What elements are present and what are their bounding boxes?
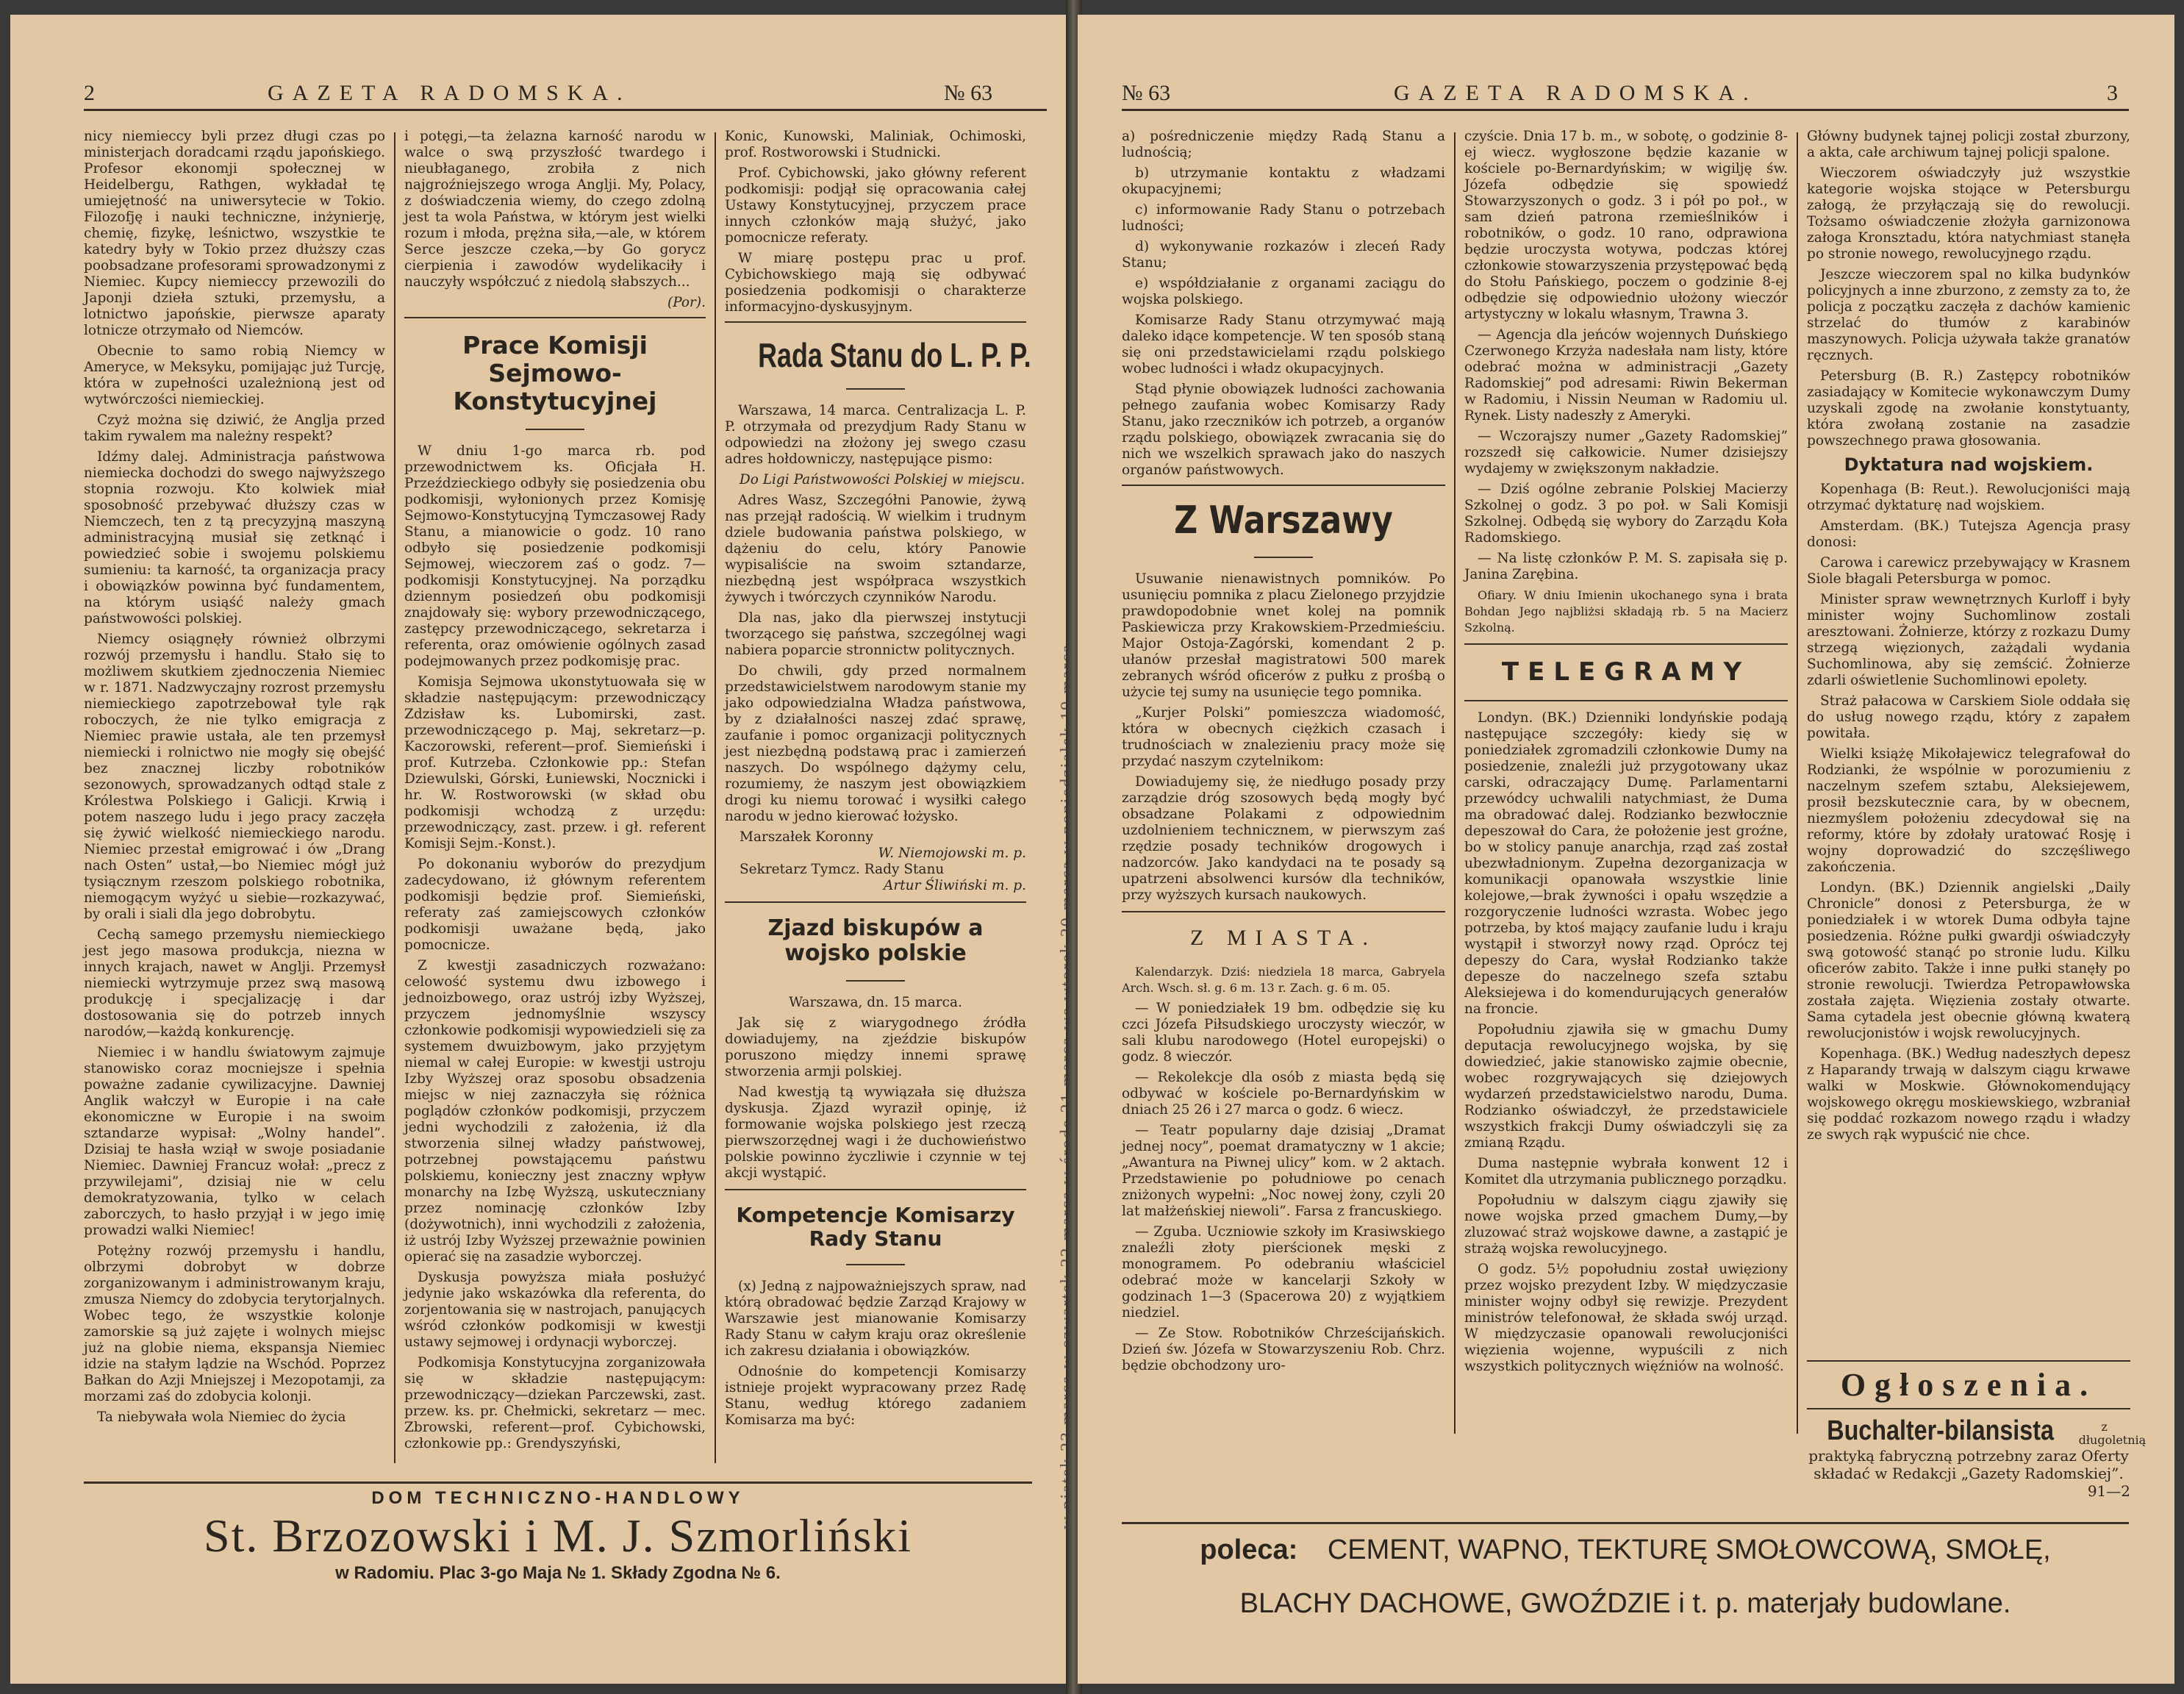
list-item: c) informowanie Rady Stanu o potrzebach ludności; (1122, 202, 1445, 234)
paragraph: — Dziś ogólne zebranie Polskiej Macierzy Szkolnej o godz. 3 po poł. w Sali Komisji Szkolnej. Odbędą się wybory do Zarządu Koła Radomskiego. (1464, 482, 1788, 546)
section-title-telegramy: TELEGRAMY (1501, 657, 1751, 687)
paragraph: i potęgi,—ta żelazna karność narodu w walce o swą przyszłość twardego i nieubłaganego, zrobiła z nich najgroźniejszego wroga Anglji. My, Polacy, z doświadczenia wiemy, do czego zdolną jest ta wola Państwa, w którym jest wielki rozum i młoda, prężna siła,—ale, w którem Serce jeszcze czeka,—by Go gorycz cierpienia i zawodów wydelikaciły i nauczyły współczuć z niedolą słabszych... (404, 129, 706, 290)
divider (725, 901, 1026, 903)
article-title-rada: Rada Stanu do L. P. P. (758, 336, 1031, 374)
issue-number: № 63 (1122, 81, 1171, 105)
masthead: GAZETA RADOMSKA. (268, 81, 631, 105)
paragraph: Dla nas, jako dla pierwszej instytucji tworzącego się państwa, szczególnej wagi nabiera poparcie stronnictw politycznych. (725, 610, 1026, 658)
page-number: 3 (2107, 81, 2118, 105)
paragraph: W dniu 1-go marca rb. pod przewodnictwem ks. Oficjała H. Przeździeckiego odbyły się posiedzenia obu podkomisji, wyłonionych przez Komisję Sejmowo-Konstytucyjną Tymczasowej Rady Stanu, a mianowicie o godz. 10 rano odbyło się posiedzenie podkomisji Sejmowej, wieczorem zaś o godz. 7—podkomisji Konstytucyjnej. Na porządku dziennym posiedzeń obu podkomisji znajdowały się: wybory przewodniczącego, zastępcy przewodniczącego, sekretarza i referenta, oraz omówienie ogólnych zasad podejmowanych przez podkomisję prac. (404, 443, 706, 669)
paragraph: Komisarze Rady Stanu otrzymywać mają daleko idące kompetencje. W ten sposób staną się oni przedstawicielami rządu polskiego wobec ludności i władz okupacyjnych. (1122, 312, 1445, 376)
column-2 (1464, 129, 1788, 1437)
list-item: a) pośredniczenie między Radą Stanu a ludnością; (1122, 129, 1445, 160)
section-title-miasta: Z MIASTA. (1190, 925, 1377, 950)
article-title-zjazd: Zjazd biskupów a wojsko polskie (767, 915, 984, 967)
paragraph: Komisja Sejmowa ukonstytuowała się w składzie następującym: przewodniczący Zdzisław ks. Lubomirski, zast. przewodniczącego p. Maj, sekretarz—p. Kaczorowski, referent—prof. Siemieński i prof. Kutrzeba. Członkowie pp.: Stefan Dziewulski, Górski, Łuniewski, Nocznicki i hr. W. Rostworowski (w skład obu podkomisji wchodzą z urzędu: przewodniczący, zast. przew. i gł. referent Komisji Sejm.-Konst.). (404, 673, 706, 851)
divider (404, 317, 706, 318)
paragraph: Adres Wasz, Szczegółni Panowie, żywą nas przejął radością. W wielkim i trudnym dziele budowania państwa polskiego, w dążeniu do celu, który Panowie wypisaliście na swoim sztandarze, niezbędną jest współpraca wszystkich żywych i twórczych czynników Narodu. (725, 492, 1026, 605)
paragraph: Stąd płynie obowiązek ludności zachowania pełnego zaufania wobec Komisarzy Rady Stanu, jako rzeczników ich potrzeb, a organów rządu polskiego, obowiązek zwracania się do nich we wszelkich sprawach jako do naszych organów państwowych. (1122, 382, 1445, 478)
paragraph: Niemiec i w handlu światowym zajmuje stanowisko coraz mocniejsze i spełnia poważne zadanie cywilizacyjne. Dawniej Anglik wałczył w Europie i na całe ekonomiczne w Europie i na swoim sztandarze wypisał: „Wolny handel”. Dzisiaj te hasła wziął w swoje posiadanie Niemiec. Dawniej Francuz wołał: „precz z przywilejami”, dzisiaj nie w celu demokratyzowania, tylko w celach zaborczych, to hasło przyjął i w jego imię prowadzi walki Niemiec! (84, 1045, 385, 1238)
signature: (Por). (667, 295, 706, 310)
ad-address: w Radomiu. Plac 3-go Maja № 1. Składy Zgodna № 6. (335, 1563, 781, 1583)
divider (1464, 643, 1788, 645)
paragraph: Idźmy dalej. Administracja państwowa niemiecka dochodzi do swego najwyższego stopnia rozwoju. Kto kolwiek miał sposobność przebywać dłuższy czas w Niemczech, ten z tą precyzyjną maszyną administracyjną musiał się zetknąć i powiedzieć sobie i swojemu polskiemu sumieniu: ta karność, ta organizacja pracy i obowiązków powinna być fundamentem, na którym usiąść należy gmach państwowości polskiej. (84, 449, 385, 626)
paragraph: Duma następnie wybrała konwent 12 i Komitet dla utrzymania publicznego porządku. (1464, 1156, 1788, 1188)
signature-name: W. Niemojowski m. p. (878, 845, 1026, 861)
paragraph: Londyn. (BK.) Dzienniki londyńskie podają następujące szczegóły: kiedy się w poniedziałek zgromadzili członkowie Dumy na posiedzenie, znaleźli już przygotowany ukaz carski, odraczający Dumę. Parlamentarni przewódcy uchwalili natychmiast, że Duma ma obradować dalej. Rodzianko bezwłocznie depeszował do Cara, że położenie jest groźne, bo w stolicy panuje anarchja, rząd zaś został ubezwładnionym. Zupełna dezorganizacja w komunikacji opanowała wszystkie linie kolejowe,—brak żywności i opału wszędzie a rozgoryczenie ludności wzrasta. Wobec jego potrzeba, by ktoś mający zaufanie ludu i kraju wystąpił i stworzył nowy rząd. Oprócz tej depeszy do Cara, wysłał Rodzianko także depesze do naczelnego szefa sztabu Aleksiejewa i do komendurujących generałów na froncie. (1464, 710, 1788, 1018)
paragraph: — Teatr popularny daje dzisiaj „Dramat jednej nocy”, poemat dramatyczny w 1 akcie; „Awantura na Piwnej ulicy” kom. w 2 aktach. Przedstawienie po południowe po cenach zniżonych wypełni: „Noc nowej żony, czyli 20 lat małżeńskiej niewoli”. Farsa z francuskiego. (1122, 1123, 1445, 1220)
divider (526, 429, 584, 430)
paragraph: Potężny rozwój przemysłu i handlu, olbrzymi dobrobyt w dobrze zorganizowanym i administrowanym kraju, zmusza Niemcy do zdobycia terytorjalnych. Wobec tego, że wszystkie kolonje zamorskie są już zajęte i wolnych miejsc już na globie niema, ekspansja Niemiec idzie na stałym lądzie na Wschód. Poprzez Bałkan do Azji Mniejszej i Mezopotamji, za morzami zaś do zdobycia kolonji. (84, 1243, 385, 1404)
issue-number: № 63 (944, 81, 993, 105)
paragraph: Prof. Cybichowski, jako główny referent podkomisji: podjął się opracowania całej Ustawy Konstytucyjnej, przyczem prace innych członków mają służyć, jako pomocnicze referaty. (725, 165, 1026, 246)
ad-company-name: St. Brzozowski i M. J. Szmorliński (203, 1509, 913, 1562)
column-3 (1807, 129, 2130, 1353)
paragraph: Jak się z wiarygodnego źródła dowiadujemy, na zjeździe biskupów poruszono między innemi sprawę stworzenia armji polskiej. (725, 1015, 1026, 1079)
section-title-ogloszenia: Ogłoszenia. (1840, 1367, 2097, 1403)
left-page (10, 15, 1069, 1684)
paragraph: Straż pałacowa w Carskiem Siole oddała się do usług nowego rządu, który z zapałem powitała. (1807, 693, 2130, 741)
paragraph: Kopenhaga (B: Reut.). Rewolucjoniści mają otrzymać dyktaturę nad wojskiem. (1807, 481, 2130, 513)
paragraph: Konic, Kunowski, Maliniak, Ochimoski, prof. Rostworowski i Studnicki. (725, 129, 1026, 160)
column-rule (394, 132, 395, 1463)
divider (1122, 911, 1445, 912)
classified-number: 91—2 (2087, 1482, 2130, 1500)
dateline: Warszawa, dn. 15 marca. (789, 994, 962, 1010)
paragraph: Podkomisja Konstytucyjna zorganizowała się w składzie następującym: przewodniczący—dziekan Parczewski, zast. przew. ks. pr. Chełmicki, sekretarz — mec. Zbrowski, referent—prof. Cybichowski, członkowie pp.: Grendyszyński, (404, 1354, 706, 1451)
divider (1464, 700, 1788, 701)
advertisement-materials (1122, 1522, 2129, 1620)
column-rule (1454, 132, 1456, 1434)
list-item: e) współdziałanie z organami zaciągu do wojska polskiego. (1122, 276, 1445, 307)
paragraph: Do chwili, gdy przed normalnem przedstawicielstwem narodowym stanie my jako odpowiedzialna Władza państwowa, by z działalności naszej zdać sprawę, zaufanie i pomoc organizacji politycznych jest niezbędną podstawą prac i zamierzeń naszych. Do wspólnego dążymy celu, rozumiemy, że naszym jest obowiązkiem drogi ku niemu torować i wysiłki całego narodu w jedno kierować łożysko. (725, 662, 1026, 824)
paragraph: Ta niebywała wola Niemiec do życia (97, 1409, 346, 1425)
classified-subheading: z długoletnią (2078, 1420, 2147, 1447)
paragraph: Jeszcze wieczorem spal no kilka budynków policyjnych a inne zburzono, z zemsty za to, że policja z początku zaczęła z dachów kamienic strzelać do tłumów z karabinów maszynowych. Policja używała także granatów ręcznych. (1807, 267, 2130, 363)
paragraph: Londyn. (BK.) Dziennik angielski „Daily Chronicle” donosi z Petersburga, że w poniedziałek i w wtorek Duma odbyła tajne posiedzenia. Różne pułki gwardji oświadczyły swą gotowość stanąć po stronie ludu. Kilku oficerów zabito. Także i inne pułki stanęły po stronie rewolucji. Twierdza Petropawłowska została zajęta. Więzienia zostały otwarte. Sama cytadela jest obecnie główną kwaterą rewolucjonistów i wojsk rewolucyjnych. (1807, 879, 2130, 1041)
column-1 (1122, 129, 1445, 1437)
paragraph: (x) Jedną z najpoważniejszych spraw, nad którą obradować będzie Zarząd Krajowy w Warszawie jest mianowanie Komisarzy Rady Stanu w całym kraju oraz określenie ich zakresu działania i obowiązków. (725, 1279, 1026, 1359)
paragraph: Cechą samego przemysłu niemieckiego jest jego masowa produkcja, niezna w innych krajach, nawet w Anglji. Przemysł niemiecki wytrzymuje przez swą masową produkcję i specjalizację i dar dostosowania się do potrzeb innych narodów,—każdą konkurencję. (84, 927, 385, 1040)
classified-heading: Buchalter-bilansista (1827, 1415, 2055, 1446)
page-header-left (84, 72, 1047, 111)
paragraph: Warszawa, 14 marca. Centralizacja L. P. P. otrzymała od prezydjum Rady Stanu w odpowiedzi na złożony jej swego czasu adres hołdowniczy, następujące pismo: (725, 402, 1026, 467)
paragraph: Petersburg (B. R.) Zastępcy robotników zasiadający w Komitecie wykonawczym Dumy uzyskali zgodę na zwołanie konstytuanty, która zwołaną zostanie na zasadzie powszechnego prawa głosowania. (1807, 368, 2130, 448)
paragraph: Wielki książę Mikołajewicz telegrafował do Rodzianki, że wspólnie w porozumieniu z naczelnym szefem sztabu, Aleksiejewem, prosił bezskutecznie cara, by w obecnem, niezmyślem położeniu zdecydował się na reformy, które by zdołały uratować Rosję i wojny doprowadzić do szczęśliwego zakończenia. (1807, 746, 2130, 875)
paragraph: — Ze Stow. Robotników Chrześcijańskich. Dzień św. Józefa w Stowarzyszeniu Rob. Chrz. będzie obchodzony uro- (1122, 1326, 1445, 1374)
divider (1254, 557, 1313, 558)
paragraph: — Wczorajszy numer „Gazety Radomskiej” rozszedł się całkowicie. Numer dzisiejszy wydajemy w zwiększonym nakładzie. (1464, 429, 1788, 476)
paragraph: W miarę postępu prac u prof. Cybichowskiego mają się odbywać posiedzenia podkomisji o charakterze informacyjno-dyskusyjnym. (725, 251, 1026, 315)
paragraph: nicy niemieccy byli przez długi czas po ministerjach doradcami rządu japońskiego. Profesor ekonomji społecznej w Heidelbergu, Rathgen, wykładał tę umiejętność na uniwersytecie w Tokio. Filozofję i nauki techniczne, inżynierję, chemię, fizykę, leśnictwo, wszystkie te katedry były w Tokio przez dłuższy czas poobsadzane profesorami sprowadzonymi z Niemiec. Kupcy niemieccy przewozili do Japonji dzieła sztuki, przemysłu, a lotnictwo japońskie, pierwsze aparaty lotnicze otrzymało od Niemców. (84, 129, 385, 338)
column-2 (404, 129, 706, 1474)
divider (1122, 485, 1445, 486)
paragraph: Minister spraw wewnętrznych Kurloff i były minister wojny Suchomlinow zostali aresztowani. Żołnierze, którzy z rozkazu Dumy strzegą więzionych, zażądali wydania Suchomlinowa, aby się zemścić. Żołnierze zdarli oświetlenie Suchomlinowi epolety. (1807, 591, 2130, 688)
signature-name: Artur Śliwiński m. p. (884, 877, 1026, 893)
divider (1807, 1408, 2130, 1409)
paragraph: Dowiadujemy się, że niedługo posady przy zarządzie dróg szosowych będą mogły być obsadzane Polakami z odpowiednim uzdolnieniem technicznem, w pierwszym zaś rzędzie posady techników drogowych i nadzorców. Jako kandydaci na te posady są upatrzeni absolwenci kursów dla techników, przy wyższych kursach naukowych. (1122, 773, 1445, 903)
paragraph: Ofiary. W dniu Imienin ukochanego syna i brata Bohdan Jego najbliżsi składają rb. 5 na Macierz Szkolną. (1464, 588, 1788, 635)
masthead: GAZETA RADOMSKA. (1394, 81, 1758, 105)
paragraph: Obecnie to samo robią Niemcy w Ameryce, w Meksyku, pomijając już Turcję, która w zupełności uzależnioną jest od wytwórczości niemieckiej. (84, 343, 385, 407)
ad-line: BLACHY DACHOWE, GWOŹDZIE i t. p. materjały budowlane. (1239, 1588, 2011, 1619)
paragraph: Niemcy osiągnęły również olbrzymi rozwój przemysłu i handlu. Stało się to możliwem skutkiem zjednoczenia Niemiec w r. 1871. Nadzwyczajny rozrost przemysłu niemieckiego zapotrzebował tyle rąk roboczych, że nie tylko emigracja z Niemiec prawie ustała, ale ten przemysł niemiecki i rolnictwo nie mogły się obejść bez znacznej liczby robotników sezonowych, sprowadzanych odtąd stale z Królestwa Polskiego i Galicji. Krwią i potem naszego ludu i jego pracy zaczęła się żywić wielkość niemieckiego narodu. Niemiec przestał emigrować i ów „Drang nach Osten” ustał,—bo Niemiec mógł już tysiącznym rzeszom polskiego robotnika, niemogącym wyżyć u siebie—rozkazywać, by orali i siali dla jego dobrobytu. (84, 632, 385, 922)
list-item: b) utrzymanie kontaktu z władzami okupacyjnemi; (1122, 165, 1445, 197)
letter-address: Do Ligi Państwowości Polskiej w miejscu. (739, 471, 1025, 487)
page-header-right (1122, 72, 2129, 111)
paragraph: Popołudniu zjawiła się w gmachu Dumy deputacja rewolucyjnego wojska, by się dowiedzieć, jakie stanowisko zajmie obecnie, wobec rozgrywających się dziejowych wydarzeń przedstawicielstwo narodu, Duma. Rodzianko oświadczył, że przedstawiciele wszystkich frakcji Dumy oświadczyli się za zmianą Rządu. (1464, 1022, 1788, 1151)
article-title-warszawy: Z Warszawy (1174, 498, 1393, 543)
signature-title: Sekretarz Tymcz. Rady Stanu (740, 861, 945, 877)
ad-heading: DOM TECHNICZNO-HANDLOWY (371, 1488, 745, 1508)
section-title-dyktatura: Dyktatura nad wojskiem. (1844, 454, 2094, 475)
divider (1807, 1360, 2130, 1362)
column-rule (715, 132, 716, 1463)
paragraph: — Na listę członków P. M. S. zapisała się p. Janina Zarębina. (1464, 551, 1788, 582)
paragraph: Z kwestji zasadniczych rozważano: celowość systemu dwu izbowego i jednoizbowego, oraz ustrój izby Wyższej, przyczem jednomyślnie wszyscy członkowie podkomisji wypowiedzieli się za systemem dwuizbowym, jako przyjętym niemal w całej Europie: w kwestji ustroju Izby Wyższej oraz sposobu obsadzenia miejsc w niej zaznaczyła się różnica poglądów członków podkomisji, przyczem jedni wychodzili z założenia, iż dla stworzenia silnej władzy państwowej, potrzebnej powstającemu państwu polskiemu, konieczny jest znaczny wpływ monarchy na Izbę Wyższą, uskuteczniany przez nominację członków Izby (dożywotnich), inni wychodzili z założenia, iż ustrój Izby Wyższej przeważnie powinien opierać się na zasadzie wyborczej. (404, 957, 706, 1265)
paragraph: Wieczorem oświadczyły już wszystkie kategorie wojska stojące w Petersburgu załogą, że przyłączają się do rewolucji. Tożsamo oświadczenie złożyła garnizonowa załoga Kronsztadu, która natychmiast stanęła po stronie nowego, rewolucyjnego rządu. (1807, 165, 2130, 262)
ad-poleca: poleca: (1200, 1534, 1298, 1565)
paragraph: Carowa i carewicz przebywający w Krasnem Siole błagali Petersburga w pomoc. (1807, 554, 2130, 587)
classified-text: praktyką fabryczną potrzebny zaraz Oferty składać w Redakcji „Gazety Radomskiej”. (1808, 1447, 2129, 1482)
list-item: d) wykonywanie rozkazów i zleceń Rady Stanu; (1122, 239, 1445, 271)
paragraph: czyście. Dnia 17 b. m., w sobotę, o godzinie 8-ej wiecz. wygłoszone będzie kazanie w kościele po-Bernardyńskim; w wigilję św. Józefa odbędzie się spowiedź Stowarzyszonych o godz. 3 i pół po poł., w sam dzień patrona rzemieślników i robotników, o godz. 10 rano, odprawiona będzie uroczysta wotywa, podczas której członkowie stowarzyszenia przystępować będą do Stołu Pańskiego, poczem o godzinie 8-ej odbędzie się odpowiednio ułożony wieczór artystyczny w lokalu własnym, Trawna 3. (1464, 129, 1788, 322)
paragraph: „Kurjer Polski” pomieszcza wiadomość, która w obecnych ciężkich czasach i trudnościach w znalezieniu pracy może się przydać naszym czytelnikom: (1122, 704, 1445, 769)
divider (846, 388, 905, 390)
paragraph: — Rekolekcje dla osób z miasta będą się odbywać w kościele po-Bernardyńskim w dniach 25 26 i 27 marca o godz. 6 wiecz. (1122, 1070, 1445, 1118)
page-number: 2 (84, 81, 95, 105)
article-title-komisja: Prace Komisji Sejmowo-Konstytucyjnej (453, 331, 657, 415)
paragraph: O godz. 5½ popołudniu został uwięziony przez wojsko prezydent Izby. W międzyczasie minister wojny odbył się rewizje. Prezydent ministrów telefonował, że składa swój urząd. W międzyczasie opanowali rewolucjoniści więzienia wojenne, wypuścili z nich wszystkich politycznych więźniów na wolność. (1464, 1262, 1788, 1375)
divider (725, 1189, 1026, 1190)
paragraph: Amsterdam. (BK.) Tutejsza Agencja prasy donosi: (1807, 518, 2130, 550)
paragraph: Usuwanie nienawistnych pomników. Po usunięciu pomnika z placu Zielonego przyjdzie prawdopodobnie wnet kolej na pomnik Paskiewicza przy Krakowskiem-Przedmieściu. Major Ostoja-Zagórski, komendant 2 p. ułanów przesłał magistratowi 500 marek zebranych wśród oficerów z pułku z prośbą o użycie tej sumy na usunięcie tego pomnika. (1122, 571, 1445, 700)
paragraph: Po dokonaniu wyborów do prezydjum zadecydowano, iż głównym referentem podkomisji będzie prof. Siemieński, referaty zaś zamiejscowych członków podkomisji uważane będą, jako pomocnicze. (404, 856, 706, 953)
signature-title: Marszałek Koronny (740, 829, 873, 845)
paragraph: Czyż można się dziwić, że Anglja przed takim rywalem ma należny respekt? (84, 412, 385, 444)
paragraph: Kalendarzyk. Dziś: niedziela 18 marca, Gabryela Arch. Wsch. sł. g. 6 m. 13 r. Zach. g. 6 m. 05. (1122, 965, 1445, 996)
column-1 (84, 129, 385, 1474)
divider (846, 980, 905, 982)
paragraph: Odnośnie do kompetencji Komisarzy istnieje projekt wypracowany przez Radę Stanu, według którego zadaniem Komisarza ma być: (725, 1364, 1026, 1429)
paragraph: Dyskusja powyższa miała posłużyć jedynie jako wskazówka dla referenta, do zorjentowania się w nastrojach, panujących wśród członków podkomisji w kwestji ustawy sejmowej i ordynacji wyborczej. (404, 1269, 706, 1350)
article-title-kompetencje: Kompetencje Komisarzy Rady Stanu (736, 1202, 1015, 1251)
right-page (1078, 15, 2174, 1684)
paragraph: — W poniedziałek 19 bm. odbędzie się ku czci Józefa Piłsudskiego uroczysty wieczór, w sali klubu narodowego (Hotel europejski) o godz. 8 wieczór. (1122, 1001, 1445, 1065)
column-rule (1797, 132, 1798, 1434)
divider (846, 1264, 905, 1265)
paragraph: Nad kwestją tą wywiązała się dłuższa dyskusja. Zjazd wyraził opinję, iż formowanie wojska polskiego jest rzeczą pierwszorzędnej wagi i że duchowieństwo polskie powinno życzliwie i czynnie w tej akcji wystąpić. (725, 1084, 1026, 1181)
advertisement-brzozowski (84, 1482, 1032, 1584)
paragraph: — Agencja dla jeńców wojennych Duńskiego Czerwonego Krzyża nadesłała nam listy, które odebrać można w administracji „Gazety Radomskiej” pod adresami: Riwin Bekerman w Radomiu, i Nissin Neuman w Radomiu ul. Rynek. Listy nadeszły z Ameryki. (1464, 327, 1788, 424)
paragraph: Główny budynek tajnej policji został zburzony, a akta, całe archiwum tajnej policji spalone. (1807, 129, 2130, 160)
paragraph: Popołudniu w dalszym ciągu zjawiły się nowe wojska przed gmachem Dumy,—by zluzować straż wojskowe dawne, a zastąpić je strażą wojska rewolucyjnego. (1464, 1193, 1788, 1257)
classifieds-box (1807, 1360, 2147, 1500)
ad-line: CEMENT, WAPNO, TEKTURĘ SMOŁOWCOWĄ, SMOŁĘ, (1327, 1534, 2051, 1565)
divider (725, 321, 1026, 323)
paragraph: — Zguba. Uczniowie szkoły im Krasiwskiego znaleźli złoty pierścionek męski z monogramem. Po odebraniu właściciel odebrać może w kancelarji Szkoły w godzinach 1—3 (Spacerowa 20) z wyjątkiem niedziel. (1122, 1224, 1445, 1321)
column-3 (725, 129, 1031, 1474)
paragraph: Kopenhaga. (BK.) Według nadeszłych depesz z Haparandy trwają w dalszym ciągu krwawe walki w Moskwie. Głównokomendujący wojskowego okręgu moskiewskiego, wzbraniał się poddać rozkazom nowego rządu i władzy ze swych rąk wypuścić nie chce. (1807, 1046, 2130, 1143)
